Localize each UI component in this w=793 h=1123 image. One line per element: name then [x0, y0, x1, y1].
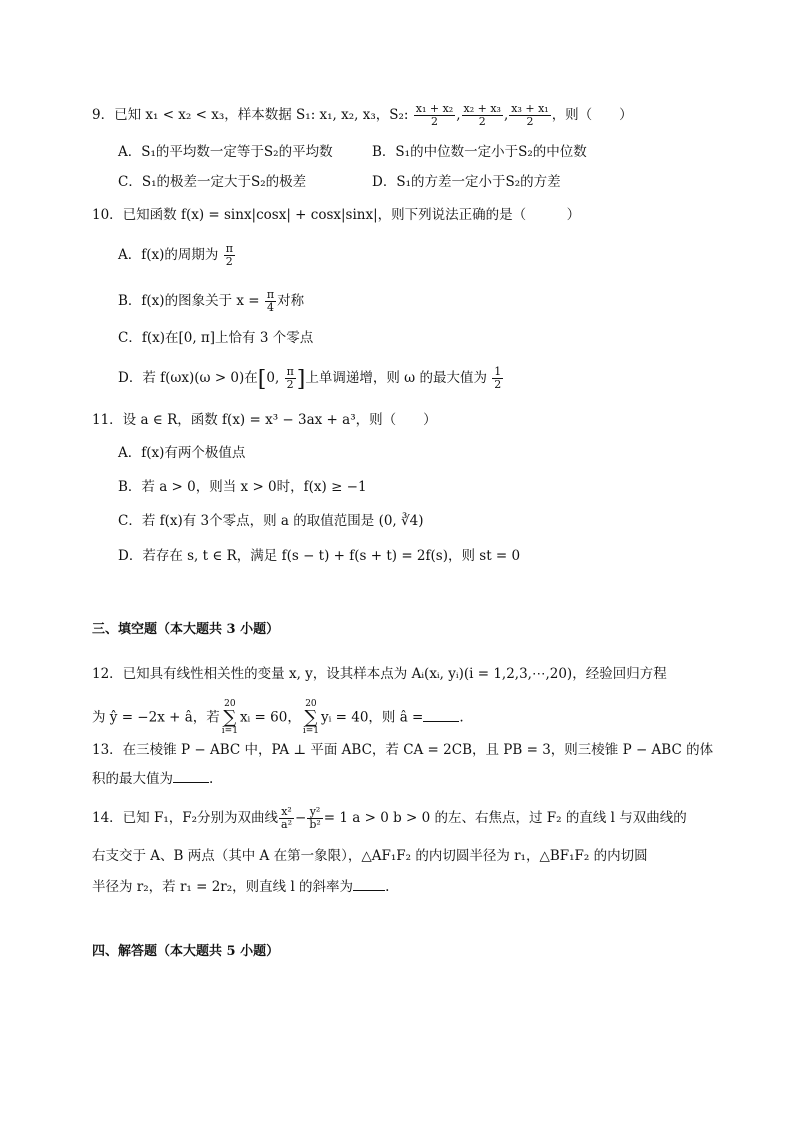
- q14-frac-y-num: y²: [307, 806, 322, 819]
- q10-a-num: π: [225, 242, 233, 255]
- q14-line-2: 右支交于 A、B 两点（其中 A 在第一象限），△AF₁F₂ 的内切圆半径为 r₁，△BF₁F₂ 的内切圆: [92, 848, 648, 864]
- q10-d-num: π: [286, 365, 294, 378]
- q10-b-num: π: [266, 288, 275, 301]
- q10-d-interval-left: 0,: [266, 370, 284, 386]
- q9-stem-text: 9．已知 x₁ < x₂ < x₃，样本数据 S₁: x₁, x₂, x₃，S₂:: [92, 107, 413, 123]
- q9-frac3-den: 2: [526, 115, 534, 128]
- q9-option-b: B．S₁的中位数一定小于S₂的中位数: [372, 144, 587, 160]
- q10-d-frac: [285, 366, 296, 391]
- q10-d-den: 2: [286, 378, 294, 391]
- q12-sum-y-top: 20: [305, 699, 317, 709]
- q14-answer-blank[interactable]: [353, 876, 385, 891]
- q13-text: 积的最大值为: [92, 771, 173, 787]
- q10-option-a: [118, 243, 236, 268]
- q12-end: .: [459, 709, 464, 726]
- q10-option-d: D．若 f(ωx)(ω > 0)在[0, $\frac{\pi}{2}$ ]上单调递增，则 ω 的最大值为 $\frac{1}{2}$: [118, 365, 502, 392]
- q11-option-c: C．若 f(x)有 3个零点，则 a 的取值范围是 (0, ∛4): [118, 513, 424, 529]
- q11-stem: 11．设 a ∈ R，函数 f(x) = x³ − 3ax + a³，则（ ）: [92, 412, 437, 428]
- q10-d-ans-num: 1: [494, 365, 502, 378]
- q13-end: .: [209, 771, 214, 787]
- q14-text-a: 14．已知 F₁，F₂分别为双曲线: [92, 810, 279, 826]
- q13-line-1: 13．在三棱锥 P − ABC 中，PA ⊥ 平面 ABC，若 CA = 2CB，且 PB = 3，则三棱锥 P − ABC 的体: [92, 742, 714, 758]
- q12-line-1: 12．已知具有线性相关性的变量 x, y，设其样本点为 Aᵢ(xᵢ, yᵢ)(i = 1,2,3,⋯,20)，经验回归方程: [92, 666, 667, 682]
- q10-a-den: 2: [225, 255, 233, 268]
- q14-line-3: [92, 876, 389, 897]
- q9-frac2-num: x₂ + x₃: [463, 102, 501, 115]
- q9-tail: ，则（ ）: [551, 107, 633, 123]
- q10-b-post: 对称: [277, 293, 305, 309]
- q9-frac2: [462, 103, 503, 128]
- q11-option-b: B．若 a > 0，则当 x > 0时，f(x) ≥ −1: [118, 479, 367, 495]
- q9-stem: 9．已知 x₁ < x₂ < x₃，样本数据 S₁: x₁, x₂, x₃，S₂: $\frac{\text{x₁ + x₂}}{2}$ , $\frac{\text{x₂ + x₃}}{2}$ , $\frac{\text{x₃ + x₁}}{2}$ ，则（ ）: [92, 102, 633, 128]
- q14-frac-y: [307, 806, 322, 831]
- section-4-heading: 四、解答题（本大题共 5 小题）: [92, 944, 280, 959]
- q10-d-text: D．若 f(ωx)(ω > 0)在: [118, 370, 258, 386]
- q9-frac1-num: x₁ + x₂: [415, 102, 454, 115]
- q12-text-a: 为 ŷ = −2x + â，若: [92, 709, 220, 726]
- q10-option-c: C．f(x)在[0, π]上恰有 3 个零点: [118, 330, 314, 346]
- q10-d-mid: 上单调递增，则 ω 的最大值为: [305, 370, 492, 386]
- q14-text-b: = 1 a > 0 b > 0 的左、右焦点，过 F₂ 的直线 l 与双曲线的: [323, 810, 687, 826]
- q10-d-ans-frac: [492, 366, 503, 391]
- q10-a-text: A．f(x)的周期为: [118, 247, 223, 263]
- q11-option-a: A．f(x)有两个极值点: [118, 445, 246, 461]
- q10-option-b: [118, 289, 304, 314]
- q14-line-1: [92, 806, 687, 831]
- q10-d-ans-den: 2: [494, 378, 502, 391]
- q14-frac-x-num: x²: [279, 806, 294, 819]
- q11-option-d: D．若存在 s, t ∈ R，满足 f(s − t) + f(s + t) = 2f(s)，则 st = 0: [118, 548, 521, 564]
- q14-minus: −: [295, 810, 307, 826]
- q9-option-d: D．S₁的方差一定小于S₂的方差: [372, 174, 561, 190]
- q12-sum-y: 20 ∑ i=1: [302, 699, 319, 736]
- q10-b-text: B．f(x)的图象关于 x =: [118, 293, 264, 309]
- q14-end: .: [385, 879, 390, 895]
- q9-frac3: [509, 103, 550, 128]
- q9-frac3-num: x₃ + x₁: [511, 102, 549, 115]
- q12-sum-x-top: 20: [224, 699, 236, 709]
- q10-b-den: 4: [266, 301, 274, 314]
- q10-b-frac: [265, 289, 276, 314]
- q9-frac2-den: 2: [478, 115, 486, 128]
- q12-sum-x: 20 ∑ i=1: [221, 699, 238, 736]
- q13-line-2: [92, 768, 213, 789]
- q14-frac-x-den: a²: [281, 818, 292, 831]
- q9-option-c: C．S₁的极差一定大于S₂的极差: [118, 174, 307, 190]
- q9-frac1-den: 2: [431, 115, 438, 128]
- q14-frac-x: [279, 806, 294, 831]
- q10-a-frac: [224, 243, 235, 268]
- section-3-heading: 三、填空题（本大题共 3 小题）: [92, 622, 280, 637]
- q12-text-b: xᵢ = 60，: [239, 709, 301, 726]
- q10-stem: 10．已知函数 f(x) = sinx|cosx| + cosx|sinx|，则下列说法正确的是（ ）: [92, 207, 581, 223]
- q12-sum-x-bot: i=1: [221, 726, 238, 736]
- q9-option-a: A．S₁的平均数一定等于S₂的平均数: [118, 144, 333, 160]
- q12-answer-blank[interactable]: [423, 707, 459, 722]
- q12-text-c: yᵢ = 40，则 â =: [321, 709, 424, 726]
- q14-text-c: 半径为 r₂，若 r₁ = 2r₂，则直线 l 的斜率为: [92, 879, 354, 895]
- q13-answer-blank[interactable]: [173, 768, 209, 783]
- q12-line-2: [92, 700, 464, 736]
- q14-frac-y-den: b²: [309, 818, 321, 831]
- q12-sum-y-bot: i=1: [302, 726, 319, 736]
- q9-frac1: [414, 103, 455, 128]
